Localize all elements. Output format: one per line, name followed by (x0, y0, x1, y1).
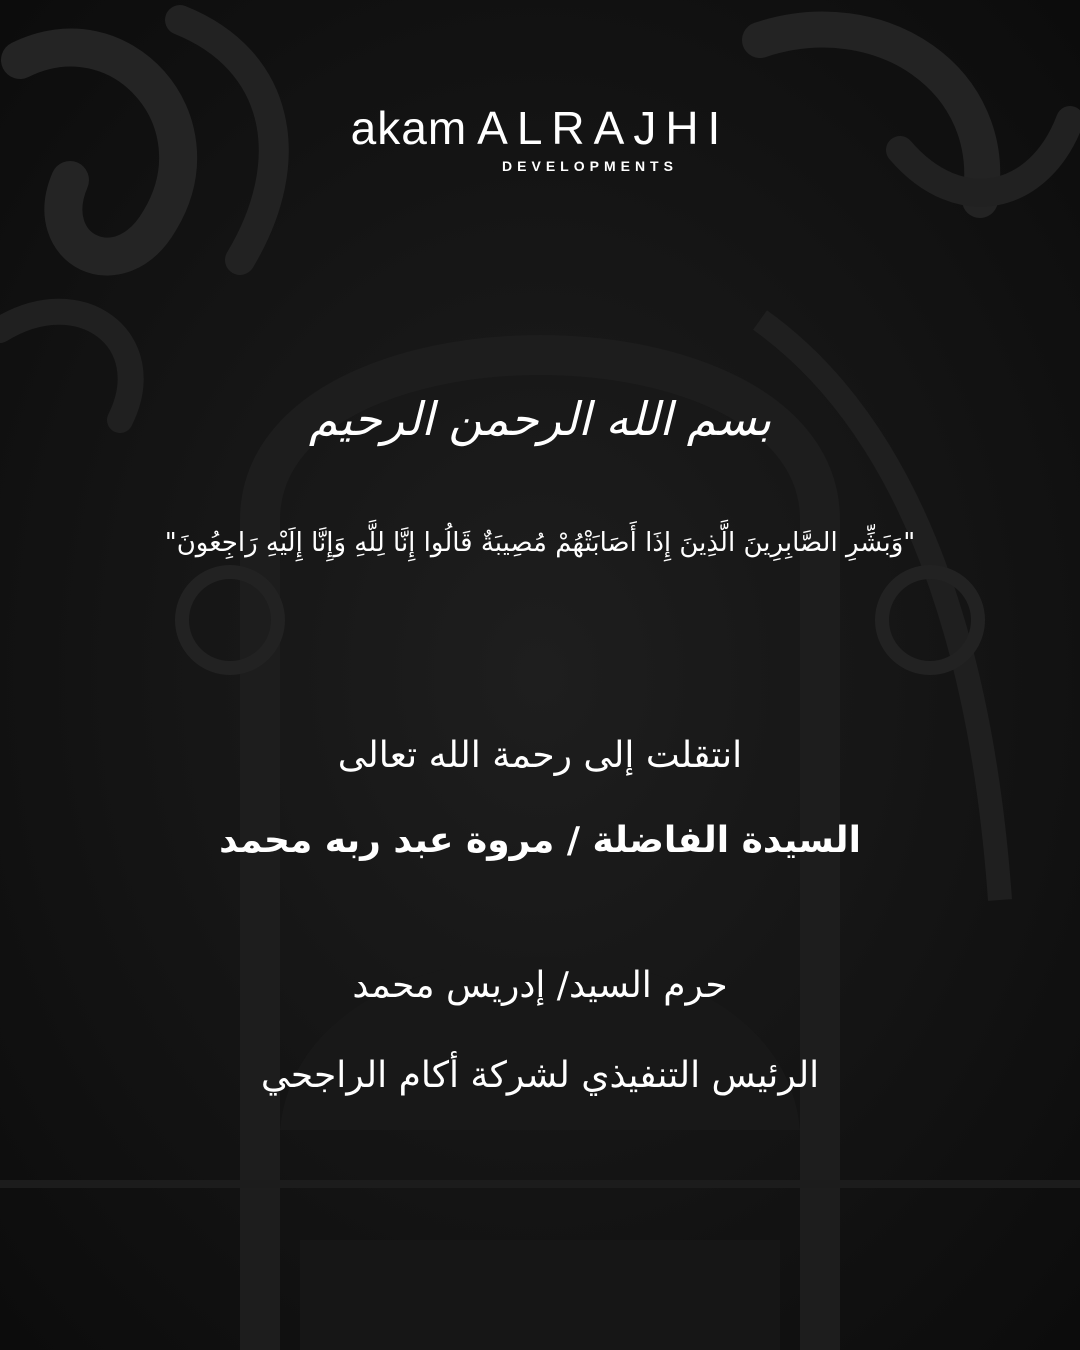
logo-akam: akam (350, 102, 468, 154)
deceased-name: السيدة الفاضلة / مروة عبد ربه محمد (219, 820, 861, 861)
quran-verse: "وَبَشِّرِ الصَّابِرِينَ الَّذِينَ إِذَا أَصَابَتْهُمْ مُصِيبَةٌ قَالُوا إِنَّا لِلَّهِ وَإِنَّا إِلَيْهِ رَاجِعُونَ" (164, 528, 916, 558)
logo-alrajhi: ALRAJHI (477, 102, 730, 154)
announcement-line-4: الرئيس التنفيذي لشركة أكام الراجحي (260, 1055, 820, 1096)
announcement-line-1: انتقلت إلى رحمة الله تعالى (337, 735, 743, 776)
company-logo (0, 100, 1080, 174)
announcement-line-3: حرم السيد/ إدريس محمد (352, 965, 728, 1006)
logo-subtitle: DEVELOPMENTS (502, 158, 678, 174)
logo-wordmark (351, 100, 730, 156)
basmala-heading: بسم الله الرحمن الرحيم (308, 392, 772, 446)
